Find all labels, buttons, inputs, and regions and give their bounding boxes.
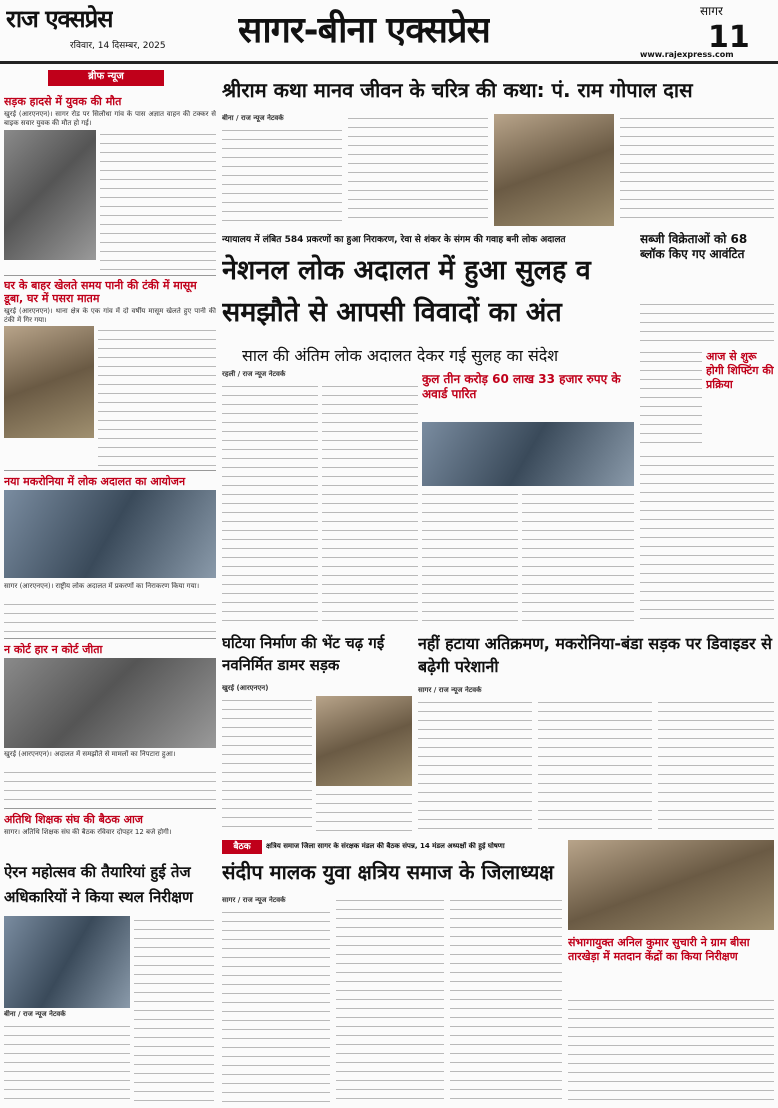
- story-body: [316, 790, 412, 832]
- brief-headline: घर के बाहर खेलते समय पानी की टंकी में मासूम डूबा, घर में पसरा मातम: [4, 279, 197, 305]
- story-body: [222, 382, 318, 622]
- story-body: [348, 114, 488, 226]
- divider: [4, 808, 216, 809]
- encroachment-story: [418, 632, 774, 832]
- story-body: [4, 1022, 130, 1104]
- brief-lead: सागर (आरएनएन)। राष्ट्रीय लोक अदालत में प्रकरणों का निराकरण किया गया।: [4, 582, 200, 590]
- award-highlight: कुल तीन करोड़ 60 लाख 33 हजार रुपए के अवार्ड पारित: [422, 372, 621, 401]
- story-body: [640, 348, 702, 448]
- story-headline: नहीं हटाया अतिक्रमण, मकरोनिया-बंडा सड़क पर डिवाइडर से बढ़ेगी परेशानी: [418, 634, 772, 676]
- story-byline: रहली / राज न्यूज नेटवर्क: [222, 370, 286, 378]
- kshatriya-samaj-story: [222, 840, 562, 1104]
- story-kicker: क्षत्रिय समाज जिला सागर के संरक्षक मंडल की बैठक संपन्न, 14 मंडल अध्यक्षों की हुई घोषणा: [266, 842, 505, 850]
- story-byline: खुरई (आरएनएन): [222, 684, 269, 692]
- brief-photo: [4, 490, 216, 578]
- commissioner-story: [568, 840, 774, 1104]
- story-body: [522, 490, 634, 622]
- story-headline: संदीप मालक युवा क्षत्रिय समाज के जिलाध्यक्ष: [222, 860, 554, 884]
- story-subhead: आज से शुरू होगी शिफ्टिंग की प्रक्रिया: [706, 350, 774, 391]
- story-kicker: न्यायालय में लंबित 584 प्रकरणों का हुआ निराकरण, रेवा से शंकर के संगम की गवाह बनी लोक अदालत: [222, 235, 566, 245]
- website-link[interactable]: www.rajexpress.com: [640, 50, 734, 59]
- brief-lead: खुरई (आरएनएन)। थाना क्षेत्र के एक गांव में दो वर्षीय मासूम खेलते हुए पानी की टंकी में गिर गया।: [4, 307, 216, 324]
- lead-story: [222, 232, 634, 627]
- story-headline: सब्जी विक्रेताओं को 68 ब्लॉक किए गए आवंटित: [640, 232, 748, 261]
- story-body: [538, 698, 652, 832]
- story-body: [620, 114, 774, 226]
- divider: [4, 470, 216, 471]
- brief-news-column: [4, 70, 216, 855]
- brief-headline: सड़क हादसे में युवक की मौत: [4, 95, 122, 108]
- story-headline: नेशनल लोक अदालत में हुआ सुलह व समझौते से आपसी विवादों का अंत: [222, 255, 591, 328]
- story-byline: बीना / राज न्यूज नेटवर्क: [222, 114, 284, 122]
- airan-festival-story: [4, 860, 214, 1104]
- brief-body: [4, 600, 216, 636]
- page-number: 11: [708, 20, 750, 55]
- story-body: [450, 896, 562, 1104]
- story-headline: घटिया निर्माण की भेंट चढ़ गई नवनिर्मित डामर सड़क: [222, 634, 385, 674]
- story-body: [418, 698, 532, 832]
- road-story: [222, 632, 412, 832]
- brief-body: [98, 326, 216, 466]
- story-body: [222, 908, 330, 1104]
- story-body: [336, 896, 444, 1104]
- story-body: [222, 126, 342, 226]
- brief-headline: न कोर्ट हार न कोर्ट जीता: [4, 643, 103, 656]
- story-byline: सागर / राज न्यूज नेटवर्क: [222, 896, 286, 904]
- story-headline: संभागायुक्त अनिल कुमार सुचारी ने ग्राम बीसा तारखेड़ा में मतदान केंद्रों का किया निरीक्षण: [568, 936, 750, 963]
- story-body: [568, 996, 774, 1104]
- top-story: [222, 70, 774, 230]
- section-label: ब्रीफ न्यूज: [48, 70, 164, 86]
- brief-lead: खुरई (आरएनएन)। सागर रोड पर सिलौधा गांव के पास अज्ञात वाहन की टक्कर से बाइक सवार युवक की मौत हो गई।: [4, 110, 216, 127]
- story-photo: [568, 840, 774, 930]
- brief-lead: सागर। अतिथि शिक्षक संघ की बैठक रविवार दोपहर 12 बजे होगी।: [4, 828, 172, 836]
- story-body: [134, 916, 214, 1104]
- story-body: [658, 698, 774, 832]
- story-body: [640, 452, 774, 622]
- story-body: [222, 696, 312, 832]
- story-headline: श्रीराम कथा मानव जीवन के चरित्र की कथा: पं. राम गोपाल दास: [222, 78, 693, 102]
- brief-body: [4, 768, 216, 804]
- story-tag: बैठक: [222, 840, 262, 854]
- edition-title: सागर-बीना एक्सप्रेस: [238, 10, 490, 51]
- story-headline: ऐरन महोत्सव की तैयारियां हुई तेज अधिकारियों ने किया स्थल निरीक्षण: [4, 863, 193, 906]
- story-photo: [316, 696, 412, 786]
- brief-lead: खुरई (आरएनएन)। अदालत में समझौते से मामलों का निपटारा हुआ।: [4, 750, 176, 758]
- edition-city: सागर: [700, 4, 723, 18]
- story-byline: सागर / राज न्यूज नेटवर्क: [418, 686, 482, 694]
- brief-headline: अतिथि शिक्षक संघ की बैठक आज: [4, 813, 143, 826]
- story-byline: बीना / राज न्यूज नेटवर्क: [4, 1010, 66, 1018]
- divider: [4, 275, 216, 276]
- brief-photo: [4, 326, 94, 438]
- story-photo: [422, 422, 634, 486]
- vendor-story: [640, 232, 774, 627]
- divider: [4, 638, 216, 639]
- brief-photo: [4, 658, 216, 748]
- brief-body: [100, 130, 216, 270]
- story-body: [640, 300, 774, 344]
- issue-date: रविवार, 14 दिसम्बर, 2025: [70, 41, 166, 51]
- story-body: [322, 382, 418, 622]
- brand-name: राज एक्सप्रेस: [6, 5, 113, 33]
- story-photo: [494, 114, 614, 226]
- story-photo: [4, 916, 130, 1008]
- story-deck: साल की अंतिम लोक अदालत देकर गई सुलह का संदेश: [242, 346, 559, 365]
- brief-headline: नया मकरोनिया में लोक अदालत का आयोजन: [4, 475, 186, 488]
- story-body: [422, 490, 518, 622]
- masthead: [0, 0, 778, 64]
- brief-photo: [4, 130, 96, 260]
